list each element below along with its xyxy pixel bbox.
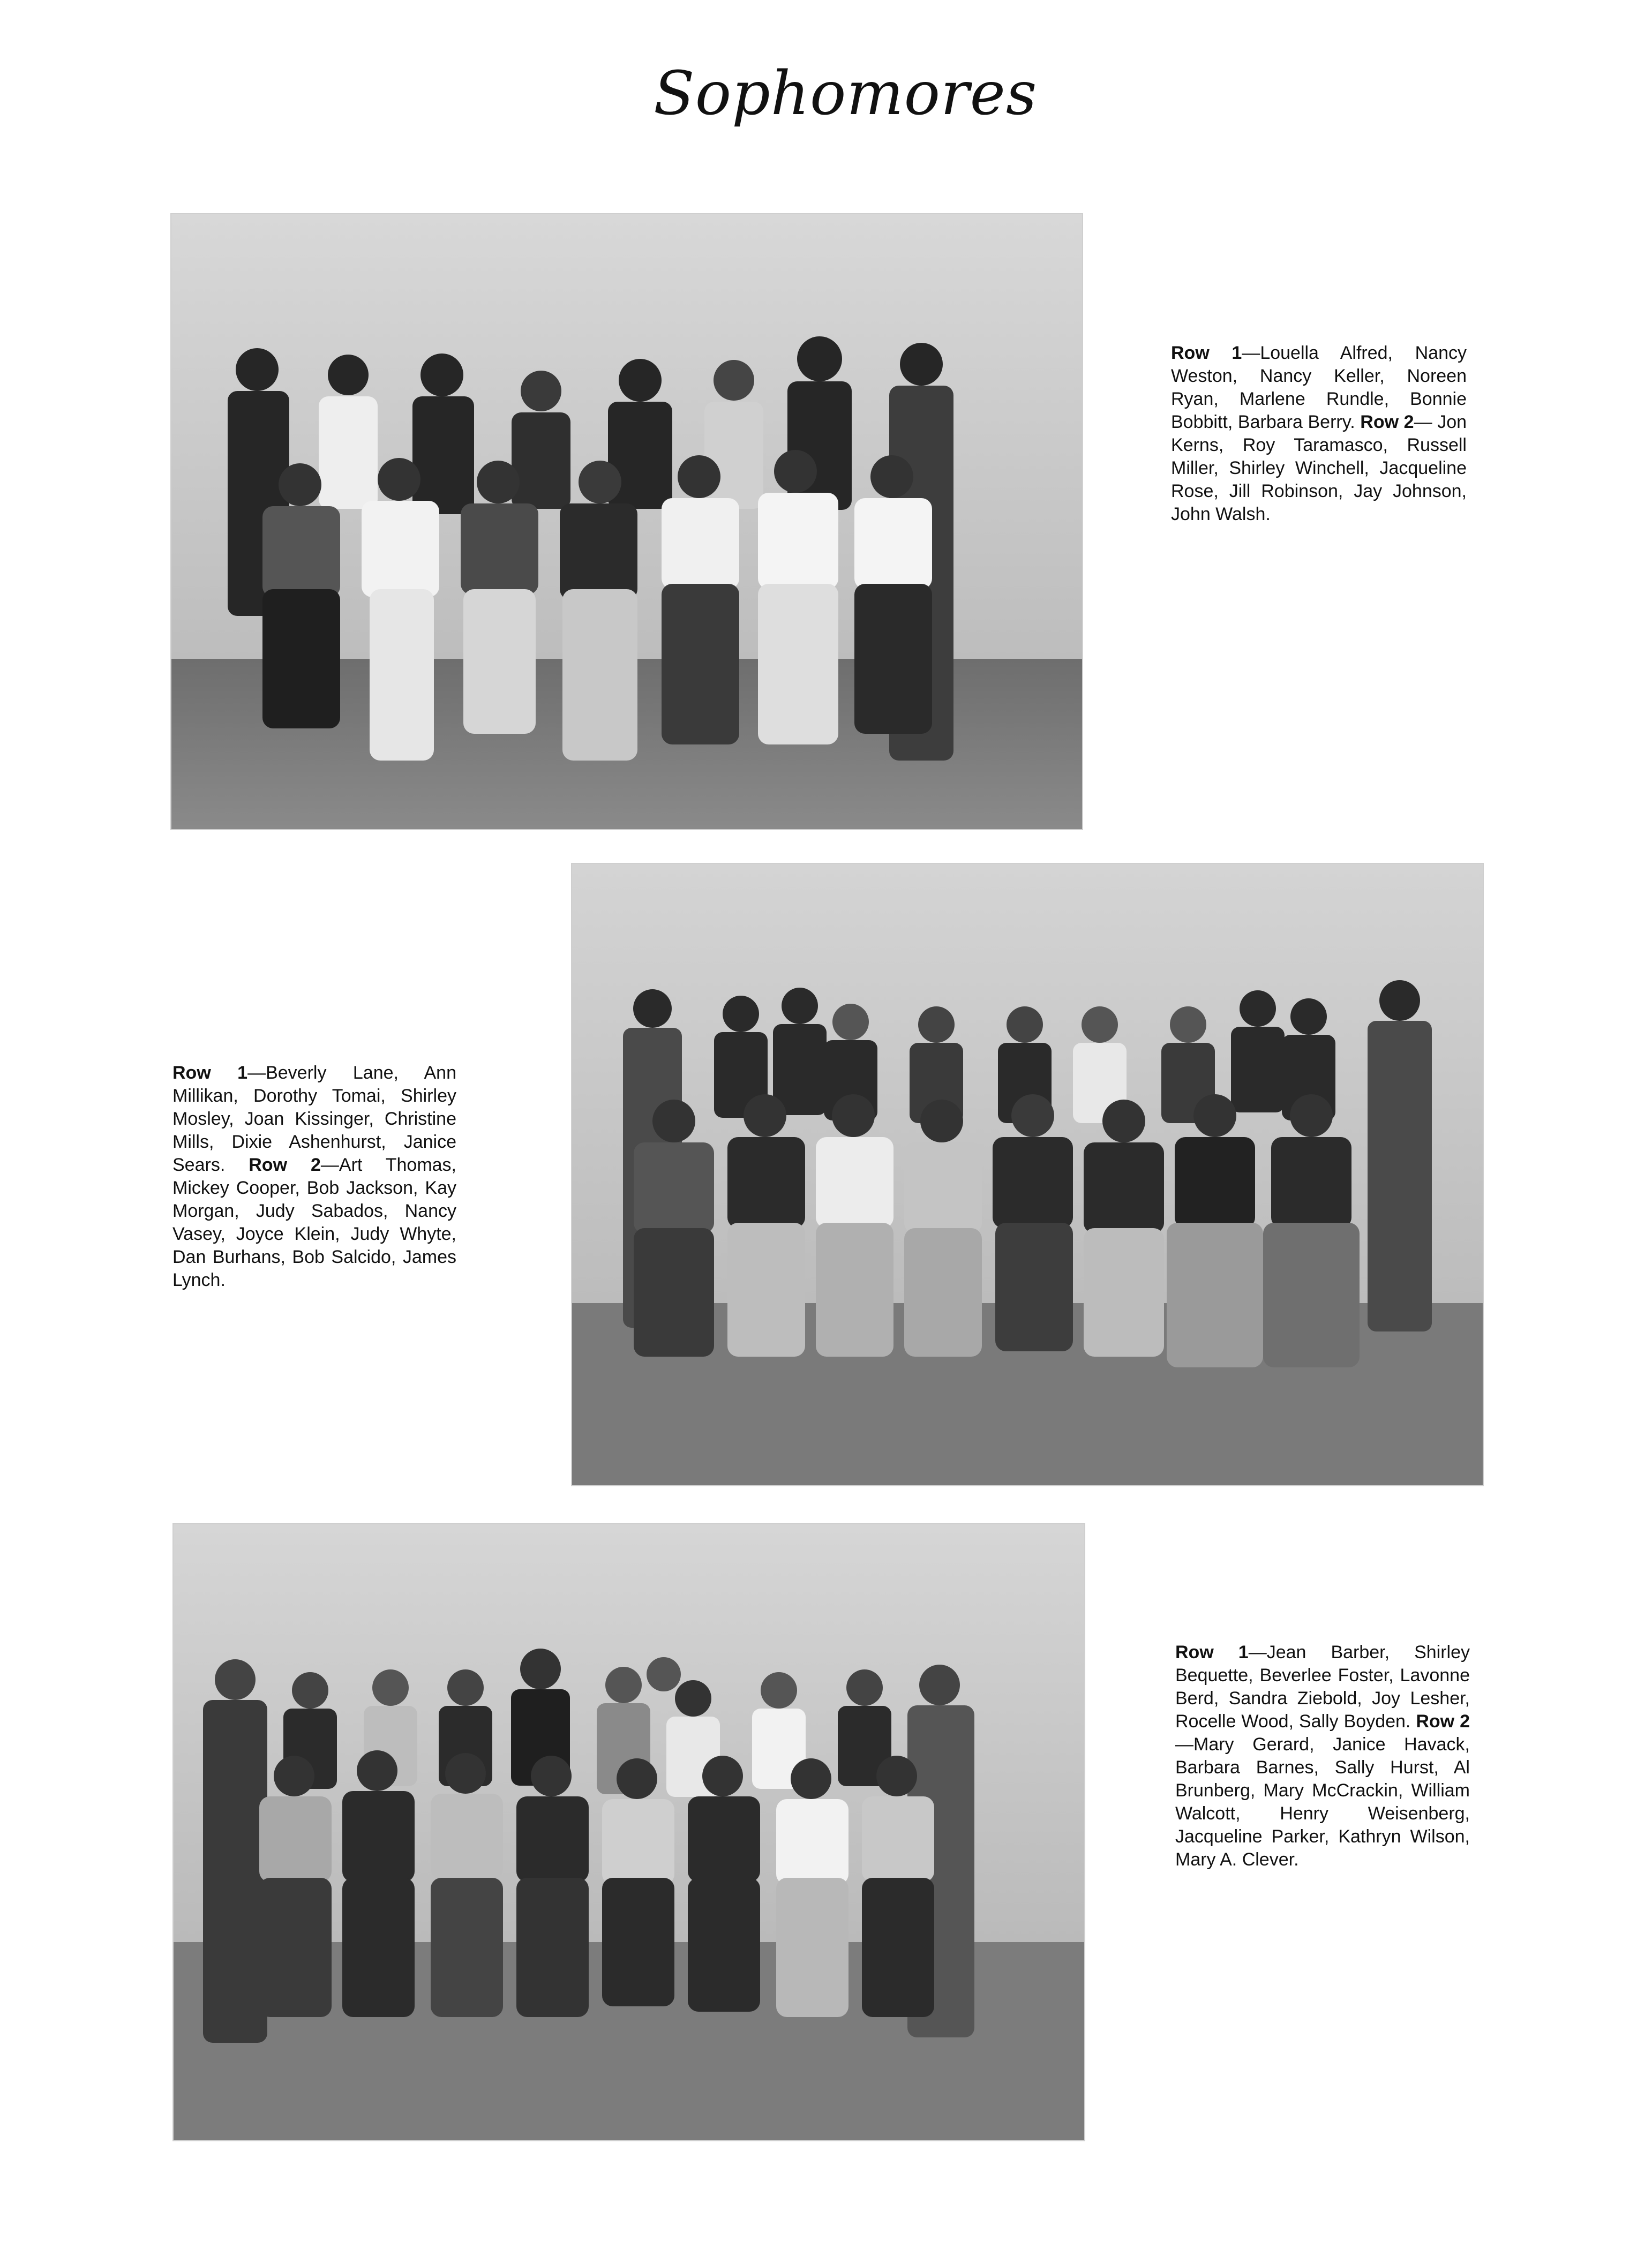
row1-names: —Jean Barber, Shirley Bequette, Beverlee Foster, Lavonne Berd, Sandra Ziebold, Joy Lesher, Rocelle Wood, Sally Boyden. <box>1175 1642 1470 1732</box>
class-photo-3-image <box>174 1524 1084 2140</box>
row1-names: —Louella Alfred, Nancy Weston, Nancy Keller, Noreen Ryan, Marlene Rundle, Bonnie Bobbitt, Barbara Berry. <box>1171 343 1467 432</box>
row1-names: —Beverly Lane, Ann Millikan, Dorothy Tomai, Shirley Mosley, Joan Kissinger, Christine Mills, Dixie Ashenhurst, Janice Sears. <box>172 1063 456 1175</box>
class-photo-2 <box>571 863 1484 1486</box>
class-photo-1-image <box>171 214 1082 829</box>
row2-names: —Mary Gerard, Janice Havack, Barbara Barnes, Sally Hurst, Al Brunberg, Mary McCrackin, William Walcott, Henry Weisenberg, Jacqueline Parker, Kathryn Wilson, Mary A. Clever. <box>1175 1734 1470 1870</box>
caption-photo-2 <box>172 1062 456 1292</box>
caption-photo-1 <box>1171 342 1467 526</box>
class-photo-2-image <box>572 864 1483 1485</box>
row1-label: Row 1 <box>1171 343 1242 363</box>
class-photo-3 <box>172 1523 1085 2141</box>
row2-names: —Art Thomas, Mickey Cooper, Bob Jackson, Kay Morgan, Judy Sabados, Nancy Vasey, Joyce Klein, Judy Whyte, Dan Burhans, Bob Salcido, James Lynch. <box>172 1155 457 1290</box>
row2-label: Row 2 <box>249 1155 321 1175</box>
row2-label: Row 2 <box>1416 1711 1470 1732</box>
row2-label: Row 2 <box>1360 412 1414 432</box>
row1-label: Row 1 <box>172 1063 248 1083</box>
class-photo-1 <box>170 213 1083 830</box>
caption-photo-3 <box>1175 1641 1470 1871</box>
row1-label: Row 1 <box>1175 1642 1249 1662</box>
row2-names: — Jon Kerns, Roy Taramasco, Russell Miller, Shirley Winchell, Jacqueline Rose, Jill Robinson, Jay Johnson, John Walsh. <box>1171 412 1467 524</box>
page-title: Sophomores <box>654 59 1038 129</box>
